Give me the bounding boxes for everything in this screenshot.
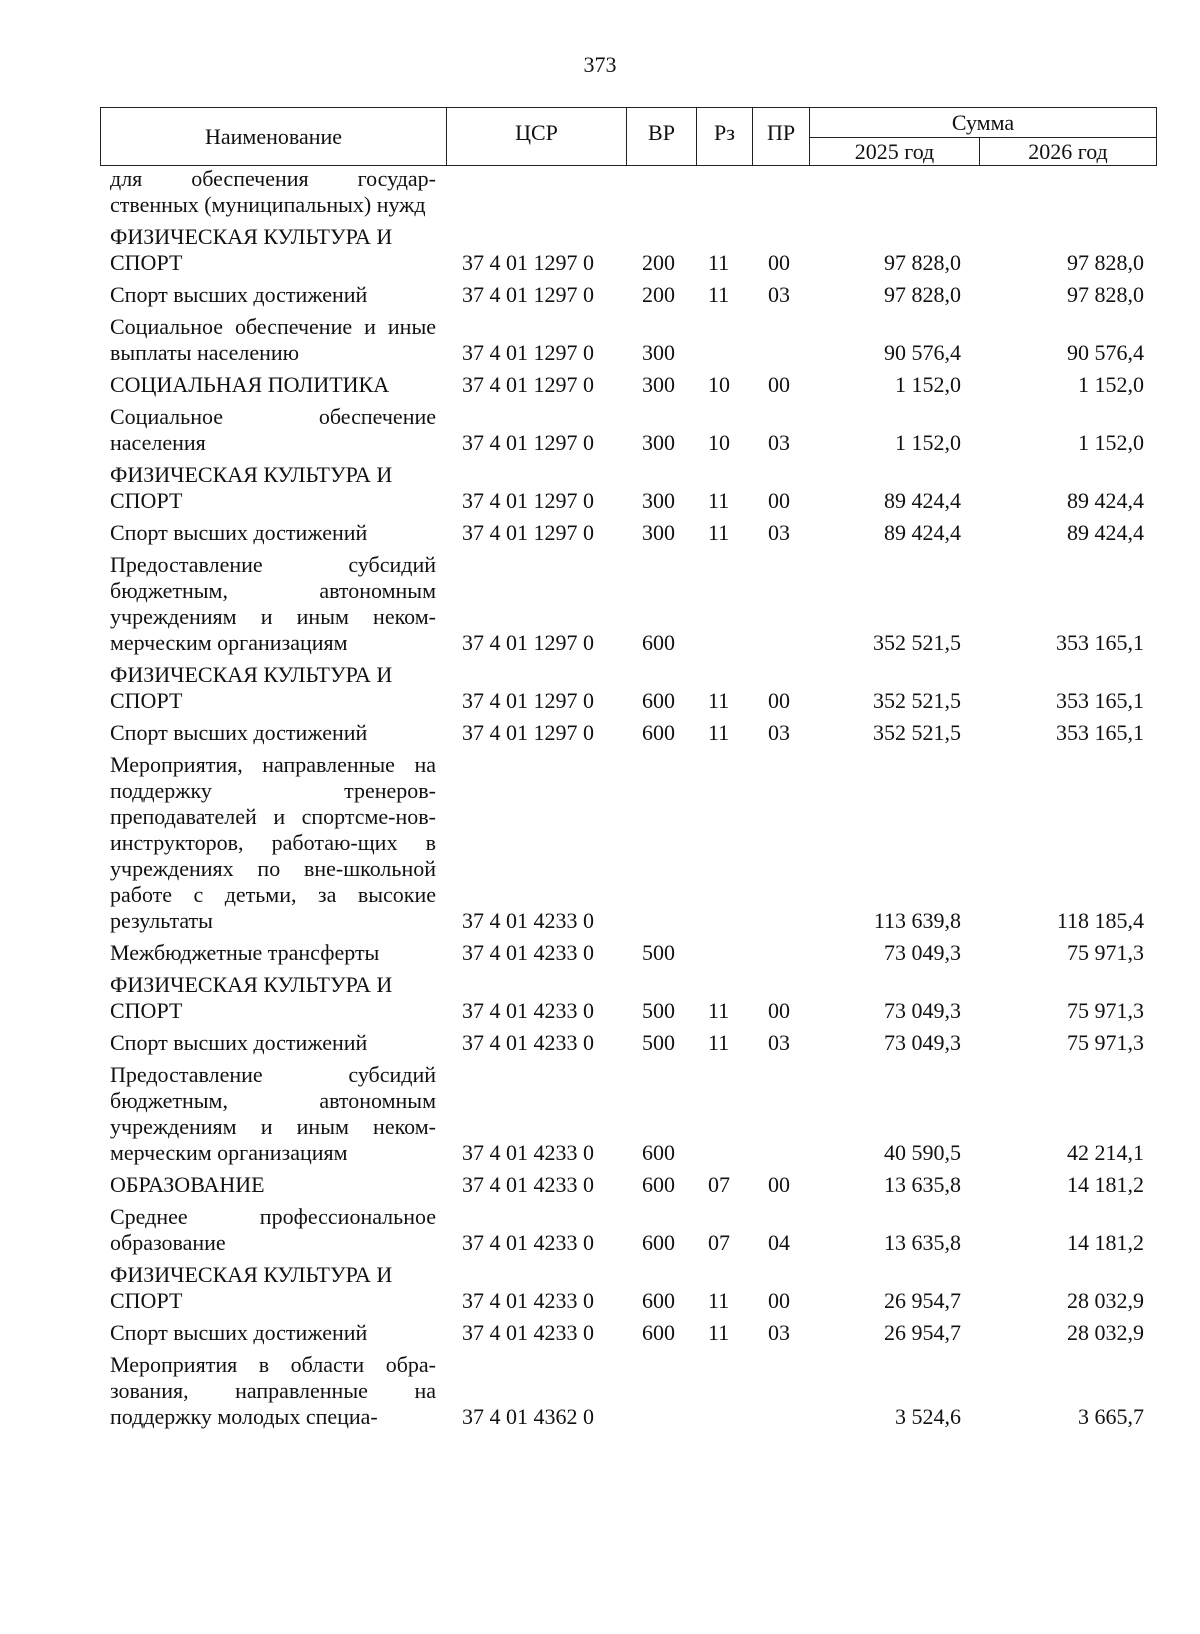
row-name: Спорт высших достижений: [110, 1320, 368, 1345]
row-amount-2025: 97 828,0: [884, 282, 961, 307]
row-amount-2026: 75 971,3: [1067, 1030, 1144, 1055]
table-row: [100, 972, 1157, 1024]
row-rz: 11: [708, 282, 730, 307]
table-row: [100, 166, 1157, 218]
row-rz: 11: [708, 250, 730, 275]
row-vr: 300: [642, 488, 675, 513]
row-vr: 600: [642, 1140, 675, 1165]
row-amount-2025: 352 521,5: [873, 688, 961, 713]
row-vr: 600: [642, 1230, 675, 1255]
row-name: ФИЗИЧЕСКАЯ КУЛЬТУРА И СПОРТ: [110, 662, 393, 713]
row-amount-2025: 90 576,4: [884, 340, 961, 365]
row-pr: 03: [768, 1320, 790, 1345]
row-name: Социальное обеспечение и иные выплаты населению: [110, 314, 436, 365]
row-amount-2026: 75 971,3: [1067, 940, 1144, 965]
row-amount-2025: 3 524,6: [895, 1404, 961, 1429]
row-amount-2026: 1 152,0: [1078, 430, 1144, 455]
table-row: [100, 282, 1157, 308]
row-rz: 10: [708, 430, 730, 455]
row-name: Предоставление субсидий бюджетным, автономным учреждениям и иным неком-мерческим организациям: [110, 1062, 436, 1165]
row-csr: 37 4 01 4233 0: [462, 908, 594, 933]
header-year-2026: 2026 год: [979, 137, 1157, 166]
row-vr: 600: [642, 688, 675, 713]
row-vr: 200: [642, 250, 675, 275]
header-rz: Рз: [696, 107, 752, 166]
table-row: [100, 1262, 1157, 1314]
row-vr: 300: [642, 520, 675, 545]
row-amount-2025: 73 049,3: [884, 940, 961, 965]
row-name: Спорт высших достижений: [110, 520, 368, 545]
row-csr: 37 4 01 1297 0: [462, 340, 594, 365]
row-amount-2025: 73 049,3: [884, 1030, 961, 1055]
row-rz: 11: [708, 688, 730, 713]
row-csr: 37 4 01 1297 0: [462, 372, 594, 397]
table-row: [100, 1352, 1157, 1430]
row-amount-2026: 28 032,9: [1067, 1320, 1144, 1345]
row-name: Спорт высших достижений: [110, 720, 368, 745]
row-amount-2025: 73 049,3: [884, 998, 961, 1023]
row-amount-2025: 352 521,5: [873, 720, 961, 745]
row-csr: 37 4 01 4233 0: [462, 1320, 594, 1345]
row-amount-2026: 75 971,3: [1067, 998, 1144, 1023]
row-pr: 00: [768, 372, 790, 397]
row-rz: 11: [708, 520, 730, 545]
row-name: ФИЗИЧЕСКАЯ КУЛЬТУРА И СПОРТ: [110, 1262, 393, 1313]
row-amount-2026: 353 165,1: [1056, 720, 1144, 745]
row-amount-2025: 13 635,8: [884, 1172, 961, 1197]
row-amount-2025: 1 152,0: [895, 372, 961, 397]
row-name: Спорт высших достижений: [110, 282, 368, 307]
table-row: [100, 662, 1157, 714]
row-pr: 00: [768, 488, 790, 513]
row-csr: 37 4 01 1297 0: [462, 520, 594, 545]
row-name: Межбюджетные трансферты: [110, 940, 380, 965]
row-rz: 11: [708, 1288, 730, 1313]
table-row: [100, 404, 1157, 456]
row-name: Спорт высших достижений: [110, 1030, 368, 1055]
row-csr: 37 4 01 4233 0: [462, 1172, 594, 1197]
row-csr: 37 4 01 4233 0: [462, 940, 594, 965]
row-name: Мероприятия, направленные на поддержку тренеров-преподавателей и спортсме-нов-инструкторов, работаю-щих в учреждениях по вне-школьной работе с детьми, за высокие результаты: [110, 752, 436, 933]
row-vr: 500: [642, 940, 675, 965]
row-amount-2025: 40 590,5: [884, 1140, 961, 1165]
row-name: ФИЗИЧЕСКАЯ КУЛЬТУРА И СПОРТ: [110, 224, 393, 275]
row-vr: 600: [642, 630, 675, 655]
row-vr: 600: [642, 1288, 675, 1313]
row-csr: 37 4 01 1297 0: [462, 250, 594, 275]
row-rz: 11: [708, 488, 730, 513]
table-row: [100, 1030, 1157, 1056]
row-csr: 37 4 01 1297 0: [462, 488, 594, 513]
row-name: СОЦИАЛЬНАЯ ПОЛИТИКА: [110, 372, 390, 397]
row-pr: 00: [768, 998, 790, 1023]
row-amount-2025: 26 954,7: [884, 1288, 961, 1313]
table-row: [100, 720, 1157, 746]
row-vr: 600: [642, 720, 675, 745]
header-csr: ЦСР: [446, 107, 626, 166]
row-pr: 03: [768, 720, 790, 745]
row-name: Предоставление субсидий бюджетным, автономным учреждениям и иным неком-мерческим организациям: [110, 552, 436, 655]
row-pr: 00: [768, 1288, 790, 1313]
page-number: 373: [583, 52, 617, 77]
row-csr: 37 4 01 4233 0: [462, 1230, 594, 1255]
table-row: [100, 752, 1157, 934]
row-vr: 500: [642, 998, 675, 1023]
row-rz: 11: [708, 998, 730, 1023]
row-rz: 11: [708, 1320, 730, 1345]
row-name: для обеспечения государ-ственных (муниципальных) нужд: [110, 166, 436, 217]
table-row: [100, 1320, 1157, 1346]
row-name: ОБРАЗОВАНИЕ: [110, 1172, 265, 1197]
row-pr: 00: [768, 1172, 790, 1197]
row-amount-2026: 28 032,9: [1067, 1288, 1144, 1313]
row-amount-2025: 97 828,0: [884, 250, 961, 275]
row-amount-2026: 1 152,0: [1078, 372, 1144, 397]
row-rz: 07: [708, 1230, 730, 1255]
table-row: [100, 552, 1157, 656]
row-vr: 300: [642, 340, 675, 365]
row-vr: 600: [642, 1320, 675, 1345]
row-pr: 03: [768, 282, 790, 307]
row-amount-2026: 353 165,1: [1056, 688, 1144, 713]
row-pr: 03: [768, 520, 790, 545]
row-vr: 500: [642, 1030, 675, 1055]
table-row: [100, 1204, 1157, 1256]
table-row: [100, 520, 1157, 546]
table-row: [100, 314, 1157, 366]
row-amount-2025: 13 635,8: [884, 1230, 961, 1255]
row-amount-2026: 14 181,2: [1067, 1230, 1144, 1255]
row-amount-2025: 89 424,4: [884, 520, 961, 545]
header-pr: ПР: [752, 107, 809, 166]
row-rz: 07: [708, 1172, 730, 1197]
row-pr: 04: [768, 1230, 790, 1255]
row-csr: 37 4 01 1297 0: [462, 688, 594, 713]
row-name: ФИЗИЧЕСКАЯ КУЛЬТУРА И СПОРТ: [110, 462, 393, 513]
row-amount-2025: 89 424,4: [884, 488, 961, 513]
row-amount-2026: 89 424,4: [1067, 520, 1144, 545]
row-amount-2026: 89 424,4: [1067, 488, 1144, 513]
row-amount-2025: 1 152,0: [895, 430, 961, 455]
row-name: ФИЗИЧЕСКАЯ КУЛЬТУРА И СПОРТ: [110, 972, 393, 1023]
table-header: [100, 107, 1157, 166]
table-body: [100, 166, 1157, 1436]
table-row: [100, 224, 1157, 276]
row-pr: 00: [768, 688, 790, 713]
row-vr: 600: [642, 1172, 675, 1197]
row-pr: 03: [768, 430, 790, 455]
row-csr: 37 4 01 4233 0: [462, 1030, 594, 1055]
row-vr: 300: [642, 372, 675, 397]
row-csr: 37 4 01 4362 0: [462, 1404, 594, 1429]
row-amount-2026: 3 665,7: [1078, 1404, 1144, 1429]
row-csr: 37 4 01 4233 0: [462, 1140, 594, 1165]
row-amount-2026: 14 181,2: [1067, 1172, 1144, 1197]
row-amount-2026: 97 828,0: [1067, 250, 1144, 275]
row-pr: 03: [768, 1030, 790, 1055]
row-csr: 37 4 01 4233 0: [462, 998, 594, 1023]
row-amount-2025: 352 521,5: [873, 630, 961, 655]
row-amount-2026: 353 165,1: [1056, 630, 1144, 655]
row-vr: 200: [642, 282, 675, 307]
row-amount-2026: 97 828,0: [1067, 282, 1144, 307]
row-amount-2025: 26 954,7: [884, 1320, 961, 1345]
row-amount-2025: 113 639,8: [873, 908, 961, 933]
row-name: Мероприятия в области обра-зования, направленные на поддержку молодых специа-: [110, 1352, 436, 1429]
row-amount-2026: 118 185,4: [1056, 908, 1144, 933]
row-vr: 300: [642, 430, 675, 455]
header-year-2025: 2025 год: [809, 137, 979, 166]
row-csr: 37 4 01 4233 0: [462, 1288, 594, 1313]
row-amount-2026: 42 214,1: [1067, 1140, 1144, 1165]
header-vr: ВР: [626, 107, 696, 166]
row-csr: 37 4 01 1297 0: [462, 282, 594, 307]
row-rz: 11: [708, 1030, 730, 1055]
row-csr: 37 4 01 1297 0: [462, 430, 594, 455]
table-row: [100, 462, 1157, 514]
row-rz: 10: [708, 372, 730, 397]
row-rz: 11: [708, 720, 730, 745]
table-row: [100, 372, 1157, 398]
row-pr: 00: [768, 250, 790, 275]
row-csr: 37 4 01 1297 0: [462, 720, 594, 745]
table-row: [100, 1172, 1157, 1198]
row-csr: 37 4 01 1297 0: [462, 630, 594, 655]
header-name: Наименование: [100, 107, 446, 166]
row-amount-2026: 90 576,4: [1067, 340, 1144, 365]
header-sum: Сумма: [809, 107, 1157, 137]
row-name: Среднее профессиональное образование: [110, 1204, 436, 1255]
row-name: Социальное обеспечение населения: [110, 404, 436, 455]
table-row: [100, 940, 1157, 966]
table-row: [100, 1062, 1157, 1166]
